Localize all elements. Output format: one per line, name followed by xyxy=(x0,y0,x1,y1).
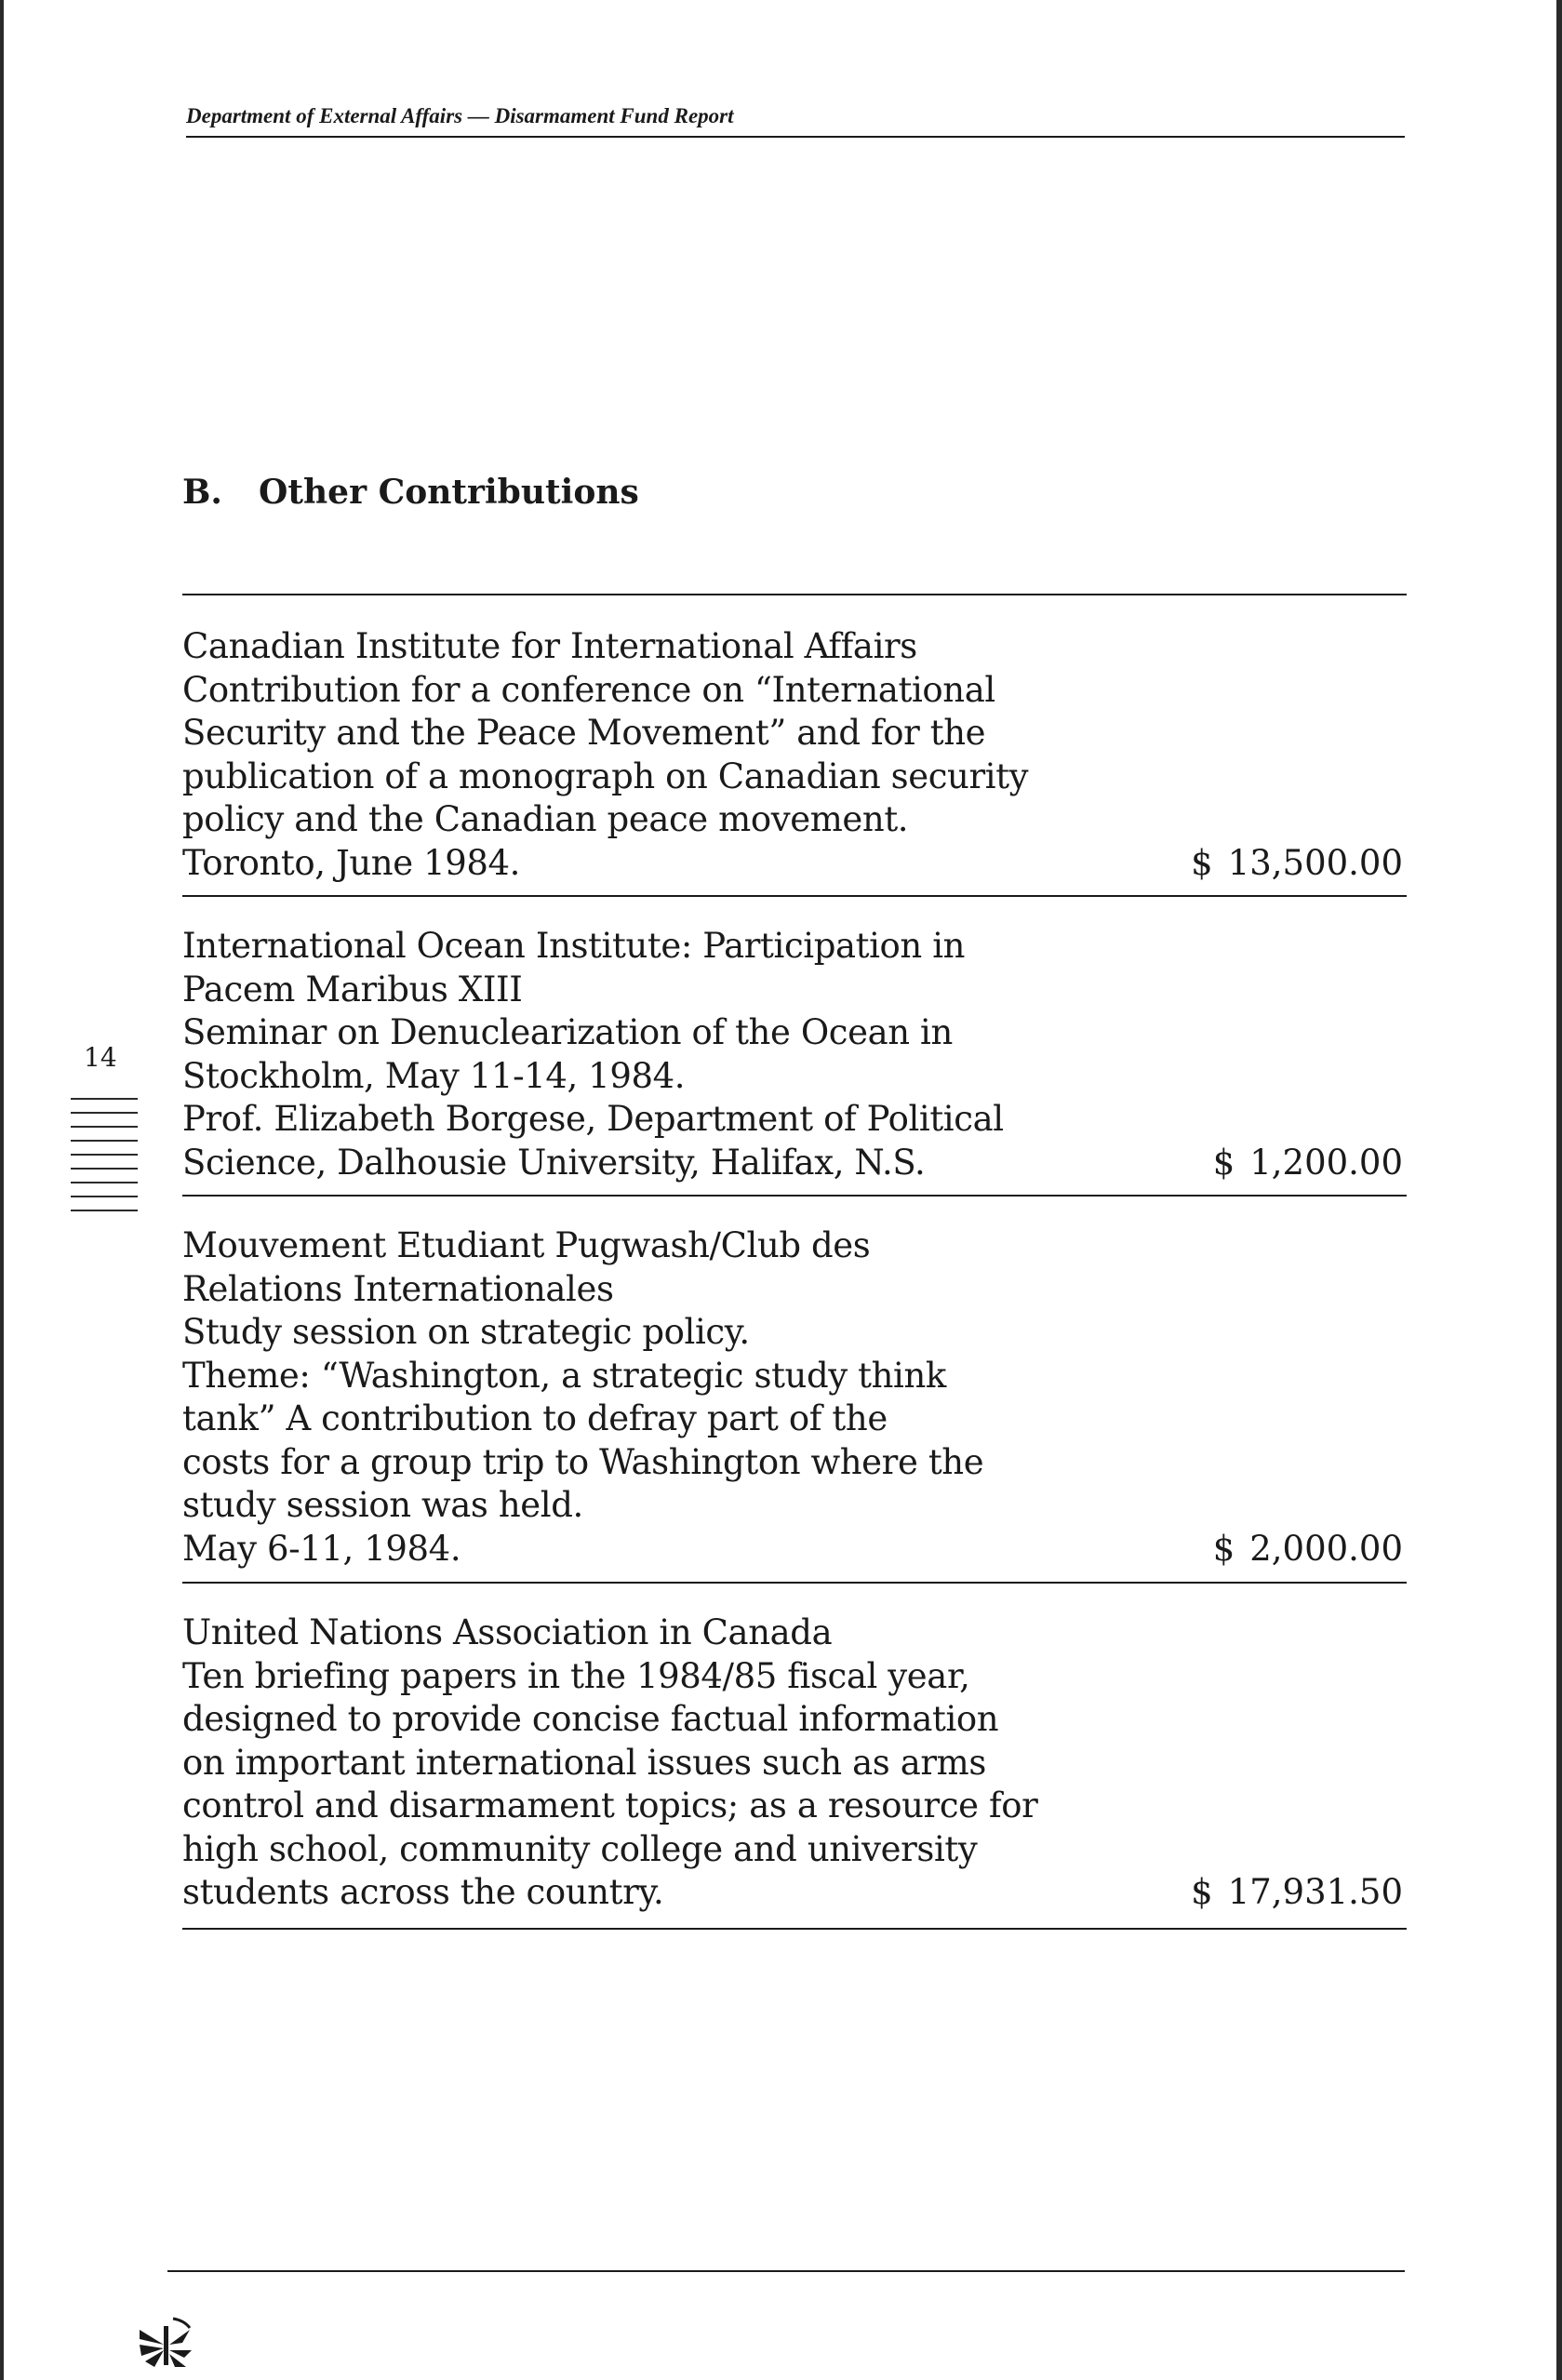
section-title-text: Other Contributions xyxy=(259,473,639,512)
entry-line: Contribution for a conference on “International xyxy=(182,669,995,710)
entry-description xyxy=(182,1224,1113,1571)
contribution-entry xyxy=(182,625,1407,885)
entry-line: tank” A contribution to defray part of the xyxy=(182,1398,888,1438)
entry-line: Prof. Elizabeth Borgese, Department of Political xyxy=(182,1099,1004,1139)
entry-line: control and disarmament topics; as a resource for xyxy=(182,1785,1038,1825)
entry-description xyxy=(182,625,1113,885)
entry-rule xyxy=(182,895,1407,897)
entry-line: publication of a monograph on Canadian security xyxy=(182,755,1029,796)
table-top-rule xyxy=(182,594,1407,595)
entry-description xyxy=(182,1611,1113,1915)
entry-line: Stockholm, May 11-14, 1984. xyxy=(182,1055,686,1096)
contribution-entry xyxy=(182,1611,1407,1915)
entry-line: Toronto, June 1984. xyxy=(182,842,521,883)
entry-line: Ten briefing papers in the 1984/85 fiscal year, xyxy=(182,1655,970,1696)
currency-symbol: $ xyxy=(1191,1872,1213,1912)
currency-symbol: $ xyxy=(1212,1528,1235,1569)
entry-line: Study session on strategic policy. xyxy=(182,1312,750,1352)
currency-symbol: $ xyxy=(1212,1142,1235,1183)
contribution-entry xyxy=(182,1224,1407,1571)
section-letter: B. xyxy=(182,473,222,512)
page-edge-left xyxy=(0,0,4,2380)
entry-line: United Nations Association in Canada xyxy=(182,1612,833,1652)
amount-value: 13,500.00 xyxy=(1227,842,1403,883)
government-emblem-icon xyxy=(136,2317,195,2369)
amount-value: 1,200.00 xyxy=(1249,1142,1403,1183)
entry-line: students across the country. xyxy=(182,1872,664,1912)
entry-line: high school, community college and university xyxy=(182,1828,978,1869)
entry-line: study session was held. xyxy=(182,1485,583,1525)
page-number: 14 xyxy=(84,1042,117,1073)
entry-line: Relations Internationales xyxy=(182,1268,614,1309)
footer-rule xyxy=(167,2270,1405,2272)
entry-line: May 6-11, 1984. xyxy=(182,1528,461,1569)
contribution-entry xyxy=(182,925,1407,1184)
entry-line: Seminar on Denuclearization of the Ocean in xyxy=(182,1012,953,1052)
entry-amount xyxy=(1191,1871,1403,1915)
amount-value: 17,931.50 xyxy=(1227,1872,1403,1912)
entry-line: policy and the Canadian peace movement. xyxy=(182,799,909,839)
entry-line: Theme: “Washington, a strategic study think xyxy=(182,1355,946,1396)
currency-symbol: $ xyxy=(1191,842,1213,883)
entry-line: costs for a group trip to Washington where the xyxy=(182,1441,984,1482)
table-bottom-rule xyxy=(182,1928,1407,1930)
entry-rule xyxy=(182,1195,1407,1197)
entry-description xyxy=(182,925,1113,1184)
entry-line: Pacem Maribus XIII xyxy=(182,969,523,1009)
entry-line: designed to provide concise factual information xyxy=(182,1699,999,1739)
entry-line: on important international issues such as arms xyxy=(182,1742,986,1783)
entry-line: Security and the Peace Movement” and for the xyxy=(182,713,986,753)
page-edge-right xyxy=(1556,0,1562,2380)
entry-line: Mouvement Etudiant Pugwash/Club des xyxy=(182,1225,871,1265)
entry-amount xyxy=(1191,842,1403,886)
amount-value: 2,000.00 xyxy=(1249,1528,1403,1569)
section-title xyxy=(182,473,639,512)
running-header: Department of External Affairs — Disarmament Fund Report xyxy=(186,102,1405,138)
entry-amount xyxy=(1213,1142,1403,1185)
entry-rule xyxy=(182,1582,1407,1584)
entry-line: Canadian Institute for International Affairs xyxy=(182,626,917,666)
entry-line: Science, Dalhousie University, Halifax, N.S. xyxy=(182,1142,926,1183)
entry-amount xyxy=(1213,1528,1403,1571)
entry-line: International Ocean Institute: Participation in xyxy=(182,926,966,966)
margin-tick-marks xyxy=(71,1098,138,1223)
